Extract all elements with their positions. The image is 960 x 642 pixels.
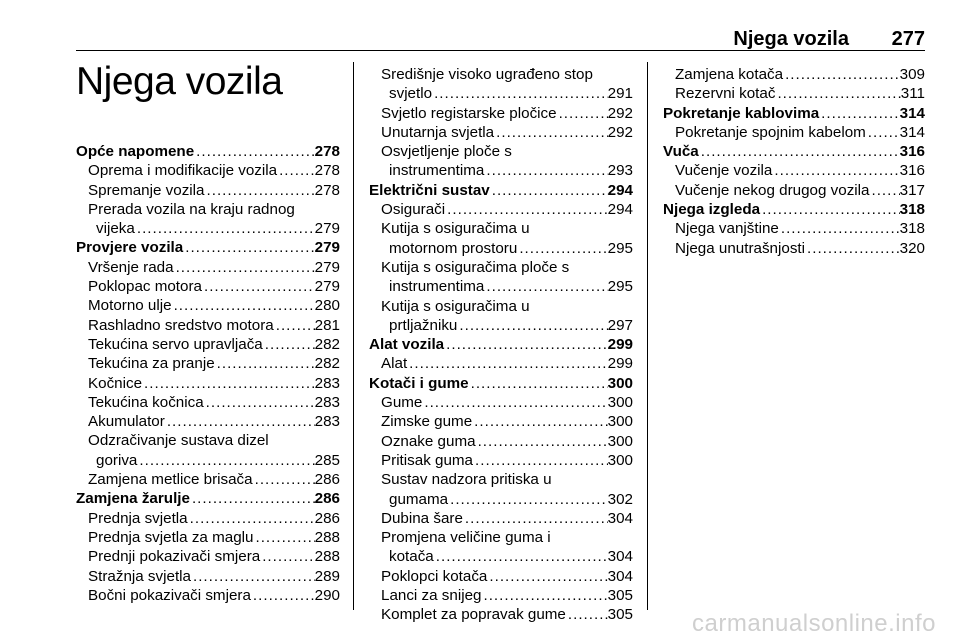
dot-leader — [473, 451, 608, 470]
toc-page-number: 282 — [314, 355, 340, 373]
toc-entry[interactable] — [76, 393, 340, 412]
toc-page-number: 316 — [899, 143, 925, 161]
toc-entry-label: Gume — [381, 394, 423, 412]
header-rule — [76, 50, 925, 51]
toc-entry-label: Zamjena kotača — [675, 66, 784, 83]
dot-leader — [165, 412, 315, 431]
dot-leader — [188, 509, 315, 528]
toc-section-entry[interactable] — [663, 104, 925, 123]
toc-page-number: 317 — [899, 181, 925, 199]
toc-entry-label: svjetlo — [389, 85, 433, 103]
toc-page-number: 280 — [314, 297, 340, 315]
dot-leader — [517, 239, 607, 258]
toc-page-number: 294 — [607, 181, 633, 199]
header-chapter-title: Njega vozila — [733, 28, 849, 50]
dot-leader — [476, 432, 608, 451]
dot-leader — [263, 335, 315, 354]
toc-page-number: 293 — [607, 162, 633, 180]
toc-entry[interactable] — [76, 181, 340, 200]
toc-entry[interactable] — [663, 123, 925, 142]
toc-entry[interactable] — [369, 239, 633, 258]
toc-page-number: 278 — [314, 162, 340, 180]
toc-entry[interactable] — [76, 374, 340, 393]
toc-page-number: 281 — [314, 316, 340, 334]
toc-entry-label: Stražnja svjetla — [88, 567, 191, 585]
toc-page-number: 316 — [899, 162, 925, 180]
toc-entry[interactable] — [76, 161, 340, 180]
toc-entry[interactable] — [369, 451, 633, 470]
toc-entry[interactable] — [369, 605, 633, 624]
header-page-number: 277 — [891, 28, 925, 50]
toc-page-number: 289 — [314, 567, 340, 585]
toc-page-number: 314 — [899, 104, 925, 122]
toc-entry-label: Odzračivanje sustava dizel — [88, 432, 269, 450]
toc-entry[interactable] — [76, 296, 340, 315]
toc-entry-label: Tekućina servo upravljača — [88, 335, 263, 353]
toc-entry-label: Kutija s osiguračima ploče s — [381, 258, 570, 276]
watermark: carmanualsonline.info — [692, 610, 936, 637]
toc-page-number: 286 — [314, 490, 340, 508]
toc-entry-label: Svjetlo registarske pločice — [381, 104, 557, 122]
toc-page-number: 300 — [607, 394, 633, 412]
toc-entry[interactable] — [663, 65, 925, 84]
toc-page-number: 300 — [607, 432, 633, 450]
toc-page-number: 283 — [314, 374, 340, 392]
toc-entry-label: Komplet za popravak gume — [381, 606, 566, 624]
toc-entry-label: gumama — [389, 490, 449, 508]
toc-entry-label: Tekućina kočnica — [88, 393, 204, 411]
dot-leader — [819, 104, 899, 123]
toc-entry-label: Zamjena žarulje — [76, 490, 190, 508]
dot-leader — [444, 335, 608, 354]
toc-entry-label: motornom prostoru — [389, 239, 518, 257]
dot-leader — [557, 104, 608, 123]
toc-entry[interactable] — [369, 316, 633, 335]
toc-page-number: 311 — [900, 85, 925, 103]
toc-page-number: 288 — [314, 528, 340, 546]
toc-entry-label: Njega vanjštine — [675, 220, 779, 238]
toc-entry-label: Prednji pokazivači smjera — [88, 548, 261, 566]
toc-entry[interactable] — [369, 432, 633, 451]
toc-entry-label: Kutija s osiguračima u — [381, 220, 530, 238]
toc-page-number: 304 — [607, 567, 633, 585]
toc-entry[interactable] — [369, 547, 633, 566]
dot-leader — [484, 161, 607, 180]
toc-section-entry[interactable] — [369, 335, 633, 354]
dot-leader — [472, 412, 608, 431]
dot-leader — [215, 354, 315, 373]
toc-entry-label: Oprema i modifikacije vozila — [88, 162, 278, 180]
toc-entry-label: instrumentima — [389, 278, 485, 296]
dot-leader — [490, 181, 608, 200]
toc-entry-label: Njega izgleda — [663, 201, 761, 219]
toc-column-2 — [369, 65, 633, 625]
dot-leader — [566, 605, 608, 624]
toc-page-number: 318 — [899, 201, 925, 219]
toc-entry[interactable] — [76, 412, 340, 431]
toc-entry-label: Motorno ulje — [88, 297, 172, 315]
dot-leader — [772, 161, 899, 180]
toc-section-entry[interactable] — [663, 142, 925, 161]
dot-leader — [422, 393, 607, 412]
toc-entry[interactable] — [76, 335, 340, 354]
toc-entry-label: Električni sustav — [369, 181, 490, 199]
dot-leader — [204, 393, 315, 412]
toc-page-number: 295 — [607, 239, 633, 257]
dot-leader — [202, 277, 315, 296]
dot-leader — [135, 219, 315, 238]
toc-section-entry[interactable] — [76, 238, 340, 257]
toc-entry[interactable] — [369, 277, 633, 296]
toc-page-number: 282 — [314, 335, 340, 353]
toc-page-number: 299 — [607, 355, 633, 373]
dot-leader — [407, 354, 607, 373]
dot-leader — [174, 258, 315, 277]
toc-page-number: 309 — [899, 66, 925, 83]
toc-entry[interactable] — [76, 258, 340, 277]
toc-entry-label: Unutarnja svjetla — [381, 123, 495, 141]
toc-entry-label: goriva — [96, 451, 138, 469]
toc-page-number: 292 — [607, 104, 633, 122]
toc-page-number: 294 — [607, 201, 633, 219]
toc-entry[interactable] — [76, 567, 340, 586]
toc-page-number: 279 — [314, 258, 340, 276]
toc-entry-label: Pokretanje spojnim kabelom — [675, 123, 866, 141]
toc-entry[interactable] — [369, 200, 633, 219]
toc-entry-label: Pokretanje kablovima — [663, 104, 820, 122]
dot-leader — [253, 528, 314, 547]
toc-page-number: 278 — [314, 143, 340, 160]
toc-entry-label: Osigurači — [381, 201, 446, 219]
toc-page-number: 279 — [314, 220, 340, 238]
dot-leader — [432, 84, 608, 103]
toc-column-1 — [76, 142, 340, 605]
dot-leader — [463, 509, 608, 528]
dot-leader — [487, 567, 607, 586]
toc-section-entry[interactable] — [369, 181, 633, 200]
toc-page-number: 300 — [607, 413, 633, 431]
dot-leader — [469, 374, 608, 393]
toc-entry[interactable] — [663, 219, 925, 238]
toc-entry[interactable] — [369, 161, 633, 180]
toc-page-number: 304 — [607, 509, 633, 527]
dot-leader — [260, 547, 314, 566]
toc-entry[interactable] — [663, 161, 925, 180]
toc-entry[interactable] — [369, 123, 633, 142]
toc-entry[interactable] — [76, 316, 340, 335]
toc-entry[interactable] — [369, 84, 633, 103]
toc-page-number: 283 — [314, 413, 340, 431]
toc-entry[interactable] — [369, 490, 633, 509]
toc-page-number: 295 — [607, 278, 633, 296]
toc-entry[interactable] — [76, 586, 340, 605]
dot-leader — [457, 316, 607, 335]
toc-entry-label: Opće napomene — [76, 143, 195, 160]
toc-entry-label: Lanci za snijeg — [381, 587, 482, 605]
toc-entry-label: Osvjetljenje ploče s — [381, 143, 512, 161]
toc-entry[interactable] — [663, 84, 925, 103]
toc-entry-label: Bočni pokazivači smjera — [88, 586, 251, 604]
toc-entry-label: Tekućina za pranje — [88, 355, 215, 373]
dot-leader — [484, 277, 607, 296]
toc-entry[interactable] — [76, 451, 340, 470]
toc-entry[interactable] — [76, 470, 340, 489]
dot-leader — [448, 490, 608, 509]
dot-leader — [779, 219, 900, 238]
toc-entry-label: Vučenje vozila — [675, 162, 773, 180]
toc-entry[interactable] — [76, 528, 340, 547]
toc-page-number: 278 — [314, 181, 340, 199]
dot-leader — [775, 84, 900, 103]
toc-entry-label: Prerada vozila na kraju radnog — [88, 200, 295, 218]
toc-entry[interactable] — [369, 509, 633, 528]
dot-leader — [805, 239, 900, 258]
toc-page-number: 290 — [314, 586, 340, 604]
toc-page-number: 302 — [607, 490, 633, 508]
toc-column-3 — [663, 65, 925, 258]
toc-page-number: 320 — [899, 239, 925, 257]
toc-entry[interactable] — [76, 509, 340, 528]
chapter-title: Njega vozila — [76, 60, 283, 103]
toc-entry-label: Provjere vozila — [76, 239, 184, 257]
toc-entry[interactable] — [369, 393, 633, 412]
toc-entry-label: kotača — [389, 548, 434, 566]
dot-leader — [434, 547, 608, 566]
dot-leader — [494, 123, 608, 142]
toc-entry[interactable] — [76, 277, 340, 296]
toc-page-number: 285 — [314, 451, 340, 469]
toc-page-number: 292 — [607, 123, 633, 141]
toc-entry-label: Poklopci kotača — [381, 567, 488, 585]
toc-section-entry[interactable] — [76, 489, 340, 508]
toc-entry-label: Vučenje nekog drugog vozila — [675, 181, 870, 199]
toc-entry[interactable] — [369, 586, 633, 605]
dot-leader — [866, 123, 900, 142]
toc-entry-label: Zamjena metlice brisača — [88, 471, 253, 489]
dot-leader — [172, 296, 315, 315]
toc-page-number: 279 — [314, 239, 340, 257]
toc-entry[interactable] — [76, 219, 340, 238]
dot-leader — [277, 161, 315, 180]
toc-entry-label: Kočnice — [88, 374, 143, 392]
toc-entry-label: prtljažniku — [389, 316, 458, 334]
toc-entry-label: Zimske gume — [381, 413, 473, 431]
dot-leader — [251, 586, 315, 605]
dot-leader — [253, 470, 315, 489]
toc-entry-label: Spremanje vozila — [88, 181, 205, 199]
toc-entry-label: Pritisak guma — [381, 451, 474, 469]
toc-entry-label: Kotači i gume — [369, 374, 469, 392]
dot-leader — [183, 238, 314, 257]
toc-page-number: 288 — [314, 548, 340, 566]
toc-entry-label: Promjena veličine guma i — [381, 529, 551, 547]
toc-entry-label: Vuča — [663, 143, 699, 161]
toc-entry-label: Vršenje rada — [88, 258, 174, 276]
dot-leader — [869, 181, 899, 200]
toc-page-number: 318 — [899, 220, 925, 238]
toc-section-entry[interactable] — [663, 200, 925, 219]
dot-leader — [760, 200, 900, 219]
column-divider-2 — [647, 62, 648, 610]
toc-entry-label: Alat — [381, 355, 408, 373]
toc-entry-label: Poklopac motora — [88, 278, 202, 296]
toc-section-entry[interactable] — [369, 374, 633, 393]
toc-entry[interactable] — [369, 412, 633, 431]
toc-entry-label: Središnje visoko ugrađeno stop — [381, 66, 593, 83]
dot-leader — [481, 586, 607, 605]
toc-page-number: 305 — [607, 606, 633, 624]
toc-entry-label: Prednja svjetla za maglu — [88, 528, 254, 546]
dot-leader — [699, 142, 900, 161]
toc-page-number: 291 — [607, 85, 633, 103]
toc-entry-label: Akumulator — [88, 413, 165, 431]
dot-leader — [142, 374, 315, 393]
dot-leader — [783, 65, 900, 84]
dot-leader — [137, 451, 314, 470]
toc-entry[interactable] — [663, 181, 925, 200]
toc-page-number: 286 — [314, 509, 340, 527]
toc-page-number: 297 — [607, 316, 633, 334]
toc-entry[interactable] — [369, 567, 633, 586]
toc-entry-label: Alat vozila — [369, 336, 445, 354]
toc-page-number: 305 — [607, 587, 633, 605]
toc-entry[interactable] — [663, 239, 925, 258]
dot-leader — [445, 200, 608, 219]
dot-leader — [190, 489, 315, 508]
toc-entry[interactable] — [76, 547, 340, 566]
toc-entry-label: instrumentima — [389, 162, 485, 180]
toc-entry-label: Dubina šare — [381, 509, 463, 527]
toc-section-entry[interactable] — [76, 142, 340, 161]
toc-entry-label: Rashladno sredstvo motora — [88, 316, 274, 334]
toc-entry-label: Kutija s osiguračima u — [381, 297, 530, 315]
dot-leader — [274, 316, 315, 335]
dot-leader — [191, 567, 315, 586]
toc-page-number: 304 — [607, 548, 633, 566]
toc-page-number: 300 — [607, 374, 633, 392]
dot-leader — [194, 142, 315, 161]
toc-entry-label: Sustav nadzora pritiska u — [381, 471, 552, 489]
toc-page-number: 283 — [314, 393, 340, 411]
toc-page-number: 314 — [899, 123, 925, 141]
toc-entry-label: vijeka — [96, 220, 135, 238]
toc-page-number: 279 — [314, 278, 340, 296]
toc-entry-label: Njega unutrašnjosti — [675, 239, 806, 257]
toc-page-number: 300 — [607, 451, 633, 469]
toc-entry[interactable] — [369, 104, 633, 123]
toc-page-number: 299 — [607, 336, 633, 354]
column-divider-1 — [353, 62, 354, 610]
toc-entry-label: Rezervni kotač — [675, 85, 776, 103]
running-header — [76, 28, 925, 50]
toc-entry-label: Oznake guma — [381, 432, 476, 450]
dot-leader — [205, 181, 315, 200]
toc-entry[interactable] — [369, 354, 633, 373]
toc-entry[interactable] — [76, 354, 340, 373]
toc-entry-label: Prednja svjetla — [88, 509, 188, 527]
toc-page-number: 286 — [314, 471, 340, 489]
